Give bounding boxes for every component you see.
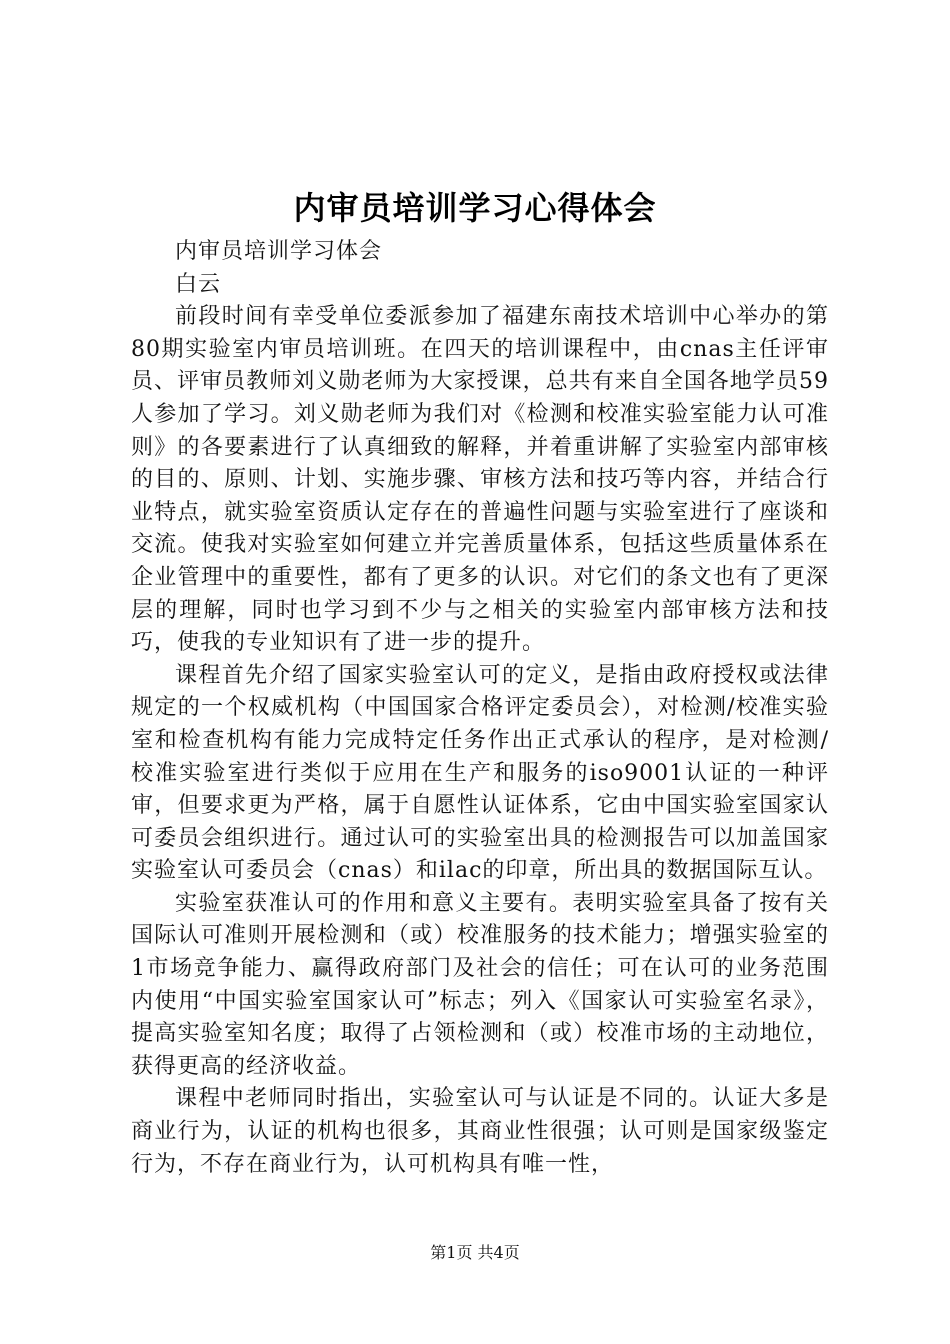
- author-line: 白云: [175, 271, 222, 297]
- document-title: 内审员培训学习心得体会: [293, 189, 657, 227]
- document-body: [131, 236, 829, 1181]
- body-paragraph: 实验室获准认可的作用和意义主要有。表明实验室具备了按有关国际认可准则开展检测和（或）校准服务的技术能力；增强实验室的1市场竞争能力、赢得政府部门及社会的信任；可在认可的业务范围内使用“中国实验室国家认可”标志；列入《国家认可实验室名录》，提高实验室知名度；取得了占领检测和（或）校准市场的主动地位，获得更高的经济收益。: [131, 890, 829, 1079]
- page-number-footer: 第1页 共4页: [430, 1243, 520, 1262]
- body-paragraph: 课程中老师同时指出，实验室认可与认证是不同的。认证大多是商业行为，认证的机构也很多，其商业性很强；认可则是国家级鉴定行为，不存在商业行为，认可机构具有唯一性，: [131, 1086, 829, 1177]
- body-paragraph: 前段时间有幸受单位委派参加了福建东南技术培训中心举办的第80期实验室内审员培训班。在四天的培训课程中，由cnas主任评审员、评审员教师刘义勋老师为大家授课，总共有来自全国各地学员59人参加了学习。刘义勋老师为我们对《检测和校准实验室能力认可准则》的各要素进行了认真细致的解释，并着重讲解了实验室内部审核的目的、原则、计划、实施步骤、审核方法和技巧等内容，并结合行业特点，就实验室资质认定存在的普遍性问题与实验室进行了座谈和交流。使我对实验室如何建立并完善质量体系，包括这些质量体系在企业管理中的重要性，都有了更多的认识。对它们的条文也有了更深层的理解，同时也学习到不少与之相关的实验室内部审核方法和技巧，使我的专业知识有了进一步的提升。: [131, 304, 829, 656]
- subtitle-line: 内审员培训学习体会: [175, 239, 383, 264]
- body-paragraph: 课程首先介绍了国家实验室认可的定义，是指由政府授权或法律规定的一个权威机构（中国国家合格评定委员会），对检测/校准实验室和检查机构有能力完成特定任务作出正式承认的程序，是对检测/校准实验室进行类似于应用在生产和服务的iso9001认证的一种评审，但要求更为严格，属于自愿性认证体系，它由中国实验室国家认可委员会组织进行。通过认可的实验室出具的检测报告可以加盖国家实验室认可委员会（cnas）和ilac的印章，所出具的数据国际互认。: [131, 662, 829, 884]
